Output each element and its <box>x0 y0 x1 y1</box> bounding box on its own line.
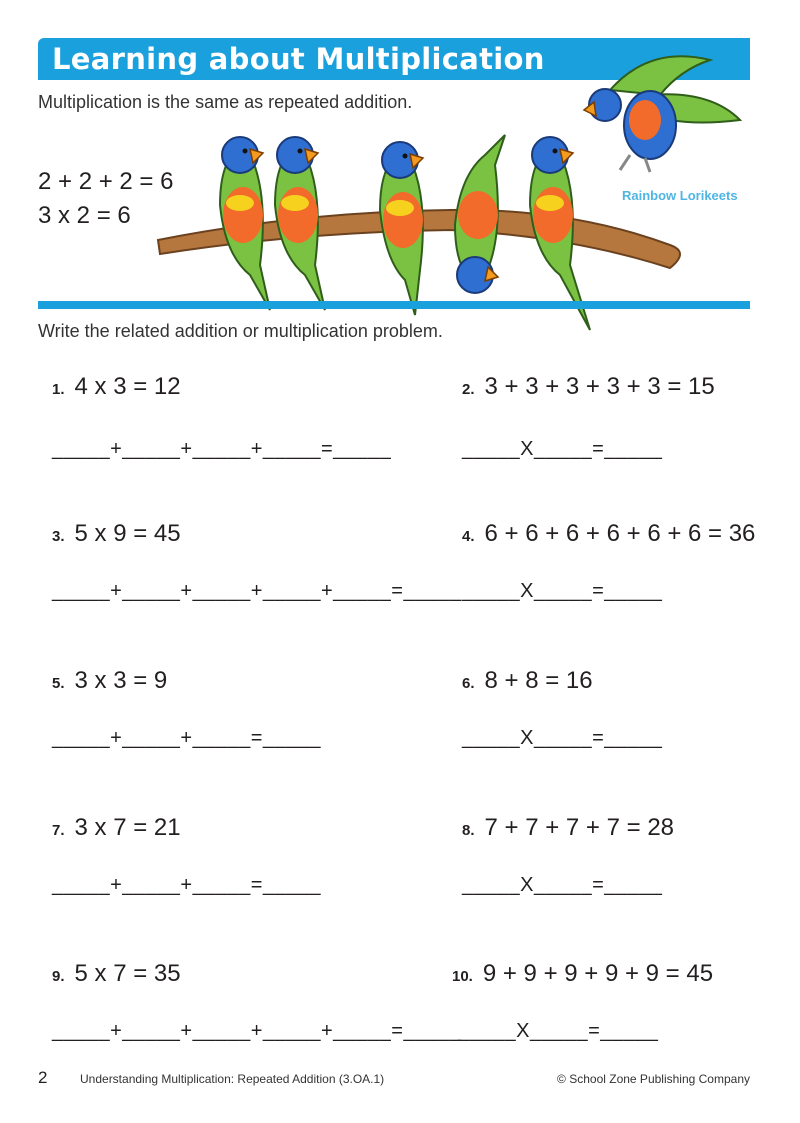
problem-equation: 7 + 7 + 7 + 7 = 28 <box>484 814 675 841</box>
problem-1 <box>52 373 181 401</box>
page-number: 2 <box>38 1068 48 1087</box>
problem-equation: 6 + 6 + 6 + 6 + 6 + 6 = 36 <box>484 520 756 547</box>
problem-10 <box>452 960 713 988</box>
problem-7 <box>52 814 181 842</box>
problem-equation: 3 x 7 = 21 <box>74 814 181 841</box>
answer-blank-2[interactable]: _____X_____=_____ <box>462 438 663 460</box>
answer-blank-7[interactable]: _____+_____+_____=_____ <box>52 874 321 896</box>
problem-number: 7. <box>52 822 65 839</box>
answer-blank-9[interactable]: _____+_____+_____+_____+_____=_____ <box>52 1020 462 1042</box>
answer-blank-1[interactable]: _____+_____+_____+_____=_____ <box>52 438 392 460</box>
problem-equation: 5 x 7 = 35 <box>74 960 181 987</box>
problem-number: 3. <box>52 528 65 545</box>
footer-standard: Understanding Multiplication: Repeated Addition (3.OA.1) <box>80 1072 385 1086</box>
problem-2 <box>462 373 715 401</box>
problem-equation: 9 + 9 + 9 + 9 + 9 = 45 <box>482 960 714 987</box>
divider-rule <box>38 301 750 309</box>
problem-9 <box>52 960 181 988</box>
problem-number: 5. <box>52 675 65 692</box>
problem-8 <box>462 814 674 842</box>
answer-blank-6[interactable]: _____X_____=_____ <box>462 727 663 749</box>
example-multiplication: 3 x 2 = 6 <box>38 202 131 229</box>
answer-blank-10[interactable]: _____X_____=_____ <box>458 1020 659 1042</box>
problem-number: 10. <box>452 968 473 985</box>
problem-6 <box>462 667 593 695</box>
problem-equation: 4 x 3 = 12 <box>74 373 181 400</box>
problem-3 <box>52 520 181 548</box>
problem-equation: 3 + 3 + 3 + 3 + 3 = 15 <box>484 373 715 400</box>
answer-blank-3[interactable]: _____+_____+_____+_____+_____=_____ <box>52 580 462 602</box>
problem-equation: 3 x 3 = 9 <box>74 667 168 694</box>
answer-blank-8[interactable]: _____X_____=_____ <box>462 874 663 896</box>
page-title: Learning about Multiplication <box>52 42 545 76</box>
answer-blank-4[interactable]: _____X_____=_____ <box>462 580 663 602</box>
intro-text: Multiplication is the same as repeated addition. <box>38 92 413 112</box>
problem-equation: 5 x 9 = 45 <box>74 520 181 547</box>
footer-copyright: © School Zone Publishing Company <box>557 1072 750 1086</box>
problem-equation: 8 + 8 = 16 <box>484 667 593 694</box>
directions-text: Write the related addition or multiplication problem. <box>38 321 443 341</box>
answer-blank-5[interactable]: _____+_____+_____=_____ <box>52 727 321 749</box>
example-addition: 2 + 2 + 2 = 6 <box>38 168 174 195</box>
problem-number: 9. <box>52 968 65 985</box>
problem-number: 6. <box>462 675 475 692</box>
problem-number: 4. <box>462 528 475 545</box>
problem-4 <box>462 520 755 548</box>
problem-number: 1. <box>52 381 65 398</box>
problem-number: 2. <box>462 381 475 398</box>
problem-5 <box>52 667 167 695</box>
illustration-caption: Rainbow Lorikeets <box>622 188 738 203</box>
problem-number: 8. <box>462 822 475 839</box>
